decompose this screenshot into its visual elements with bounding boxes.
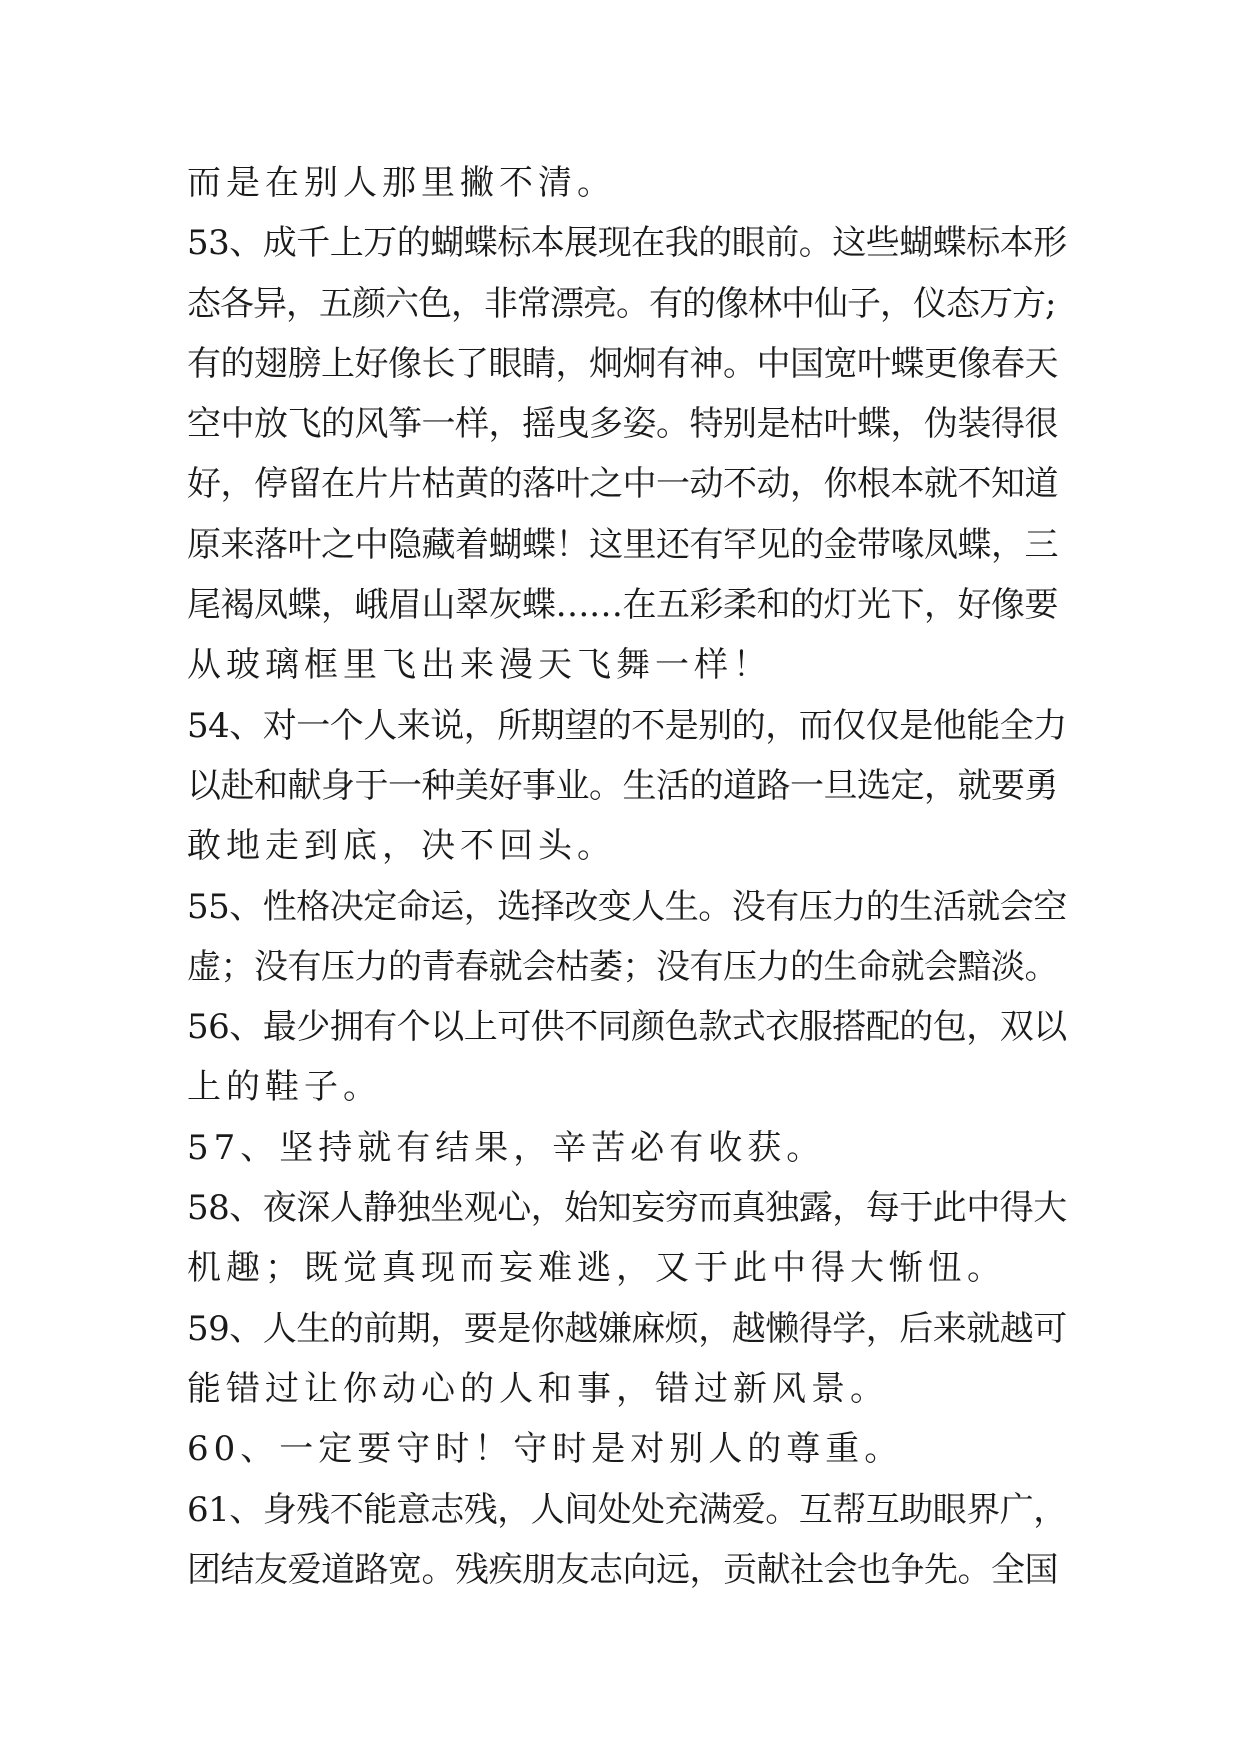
text-line: 而是在别人那里撇不清。 — [187, 163, 616, 203]
body-text — [187, 153, 1067, 1600]
text-line: 好，停留在片片枯黄的落叶之中一动不动，你根本就不知道 — [187, 464, 1058, 505]
text-line: 上的鞋子。 — [187, 1067, 382, 1108]
text-line: 以赴和献身于一种美好事业。生活的道路一旦选定，就要勇 — [187, 765, 1058, 806]
text-line: 态各异，五颜六色，非常漂亮。有的像林中仙子，仪态万方; — [187, 283, 1056, 324]
text-line: 敢地走到底，决不回头。 — [187, 826, 616, 867]
text-line: 55、性格决定命运，选择改变人生。没有压力的生活就会空 — [187, 886, 1067, 927]
text-line: 59、人生的前期，要是你越嫌麻烦，越懒得学，后来就越可 — [187, 1308, 1067, 1349]
text-line: 机趣；既觉真现而妄难逃，又于此中得大惭忸。 — [187, 1248, 1006, 1289]
text-line: 58、夜深人静独坐观心，始知妄穷而真独露，每于此中得大 — [187, 1188, 1067, 1229]
text-line: 从玻璃框里飞出来漫天飞舞一样！ — [187, 645, 772, 686]
text-line: 有的翅膀上好像长了眼睛，炯炯有神。中国宽叶蝶更像春天 — [187, 343, 1058, 384]
text-line: 54、对一个人来说，所期望的不是别的，而仅仅是他能全力 — [187, 705, 1067, 746]
text-line: 虚；没有压力的青春就会枯萎；没有压力的生命就会黯淡。 — [187, 946, 1058, 987]
text-line: 团结友爱道路宽。残疾朋友志向远，贡献社会也争先。全国 — [187, 1549, 1058, 1590]
text-line: 57、坚持就有结果，辛苦必有收获。 — [187, 1127, 826, 1168]
text-line: 56、最少拥有个以上可供不同颜色款式衣服搭配的包，双以 — [187, 1007, 1067, 1048]
text-line: 53、成千上万的蝴蝶标本展现在我的眼前。这些蝴蝶标本形 — [187, 223, 1067, 264]
text-line: 空中放飞的风筝一样，摇曳多姿。特别是枯叶蝶，伪装得很 — [187, 404, 1058, 445]
text-line: 能错过让你动心的人和事，错过新风景。 — [187, 1368, 889, 1409]
text-line: 60、一定要守时！守时是对别人的尊重。 — [187, 1429, 904, 1470]
text-line: 尾褐凤蝶，峨眉山翠灰蝶……在五彩柔和的灯光下，好像要 — [187, 585, 1058, 626]
text-line: 原来落叶之中隐藏着蝴蝶！这里还有罕见的金带喙凤蝶，三 — [187, 524, 1058, 565]
text-line: 61、身残不能意志残，人间处处充满爱。互帮互助眼界广， — [187, 1489, 1067, 1530]
